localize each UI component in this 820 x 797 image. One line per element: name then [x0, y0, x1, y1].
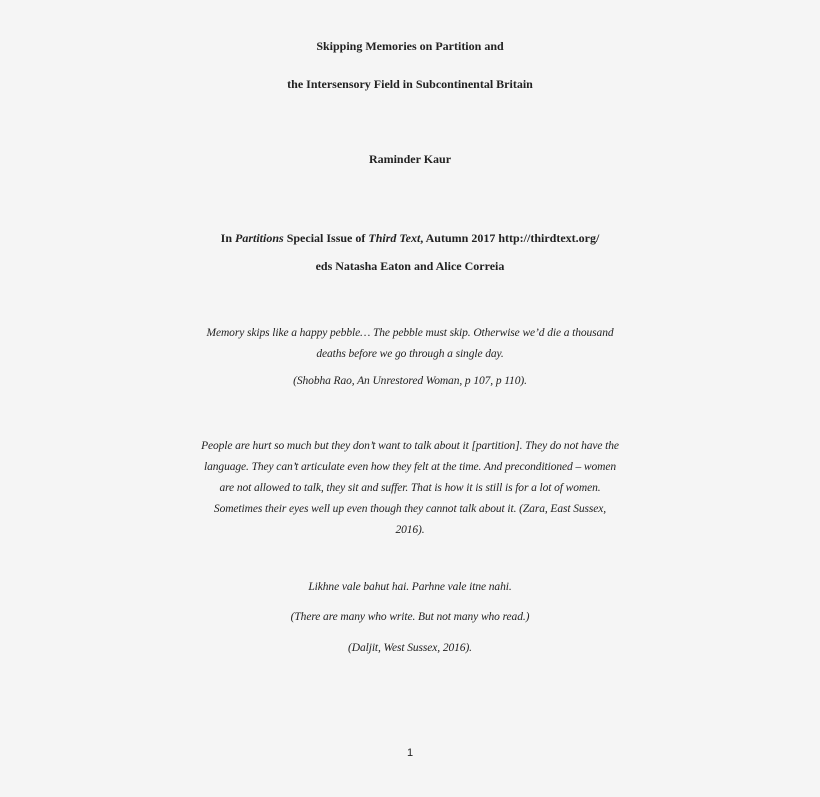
epigraph-2-line: 2016).	[395, 524, 425, 536]
epigraph-3-original: Likhne vale bahut hai. Parhne vale itne nahi.	[308, 581, 512, 593]
epigraph-3-citation: (Daljit, West Sussex, 2016).	[348, 642, 472, 654]
publication-editors: eds Natasha Eaton and Alice Correia	[315, 259, 505, 273]
publication-prefix: In	[220, 231, 236, 245]
epigraph-2-line: People are hurt so much but they don’t want to talk about it [partition]. They do not have the	[201, 440, 619, 452]
epigraph-1	[0, 323, 820, 365]
epigraph-1-line: Memory skips like a happy pebble… The pebble must skip. Otherwise we’d die a thousand	[206, 327, 614, 339]
publication-info	[0, 231, 820, 246]
epigraph-2-line: Sometimes their eyes well up even though they cannot talk about it. (Zara, East Sussex,	[213, 503, 607, 515]
epigraph-2-line: are not allowed to talk, they sit and suffer. That is how it is still is for a lot of women.	[219, 482, 601, 494]
publication-issue-title: Partitions	[235, 231, 284, 245]
epigraph-2	[0, 436, 820, 541]
publication-suffix: , Autumn 2017 http://thirdtext.org/	[420, 231, 600, 245]
publication-middle: Special Issue of	[283, 231, 369, 245]
epigraph-1-line: deaths before we go through a single day.	[316, 348, 504, 360]
title-line-2: the Intersensory Field in Subcontinental Britain	[287, 77, 533, 91]
publication-journal: Third Text	[368, 231, 421, 245]
title-line-1: Skipping Memories on Partition and	[316, 39, 504, 53]
epigraph-3-translation: (There are many who write. But not many who read.)	[290, 611, 530, 623]
page-number: 1	[406, 747, 414, 759]
epigraph-1-citation: (Shobha Rao, An Unrestored Woman, p 107, p 110).	[293, 375, 527, 387]
epigraph-2-line: language. They can’t articulate even how they felt at the time. And preconditioned – women	[204, 461, 616, 473]
author-name: Raminder Kaur	[368, 152, 452, 166]
